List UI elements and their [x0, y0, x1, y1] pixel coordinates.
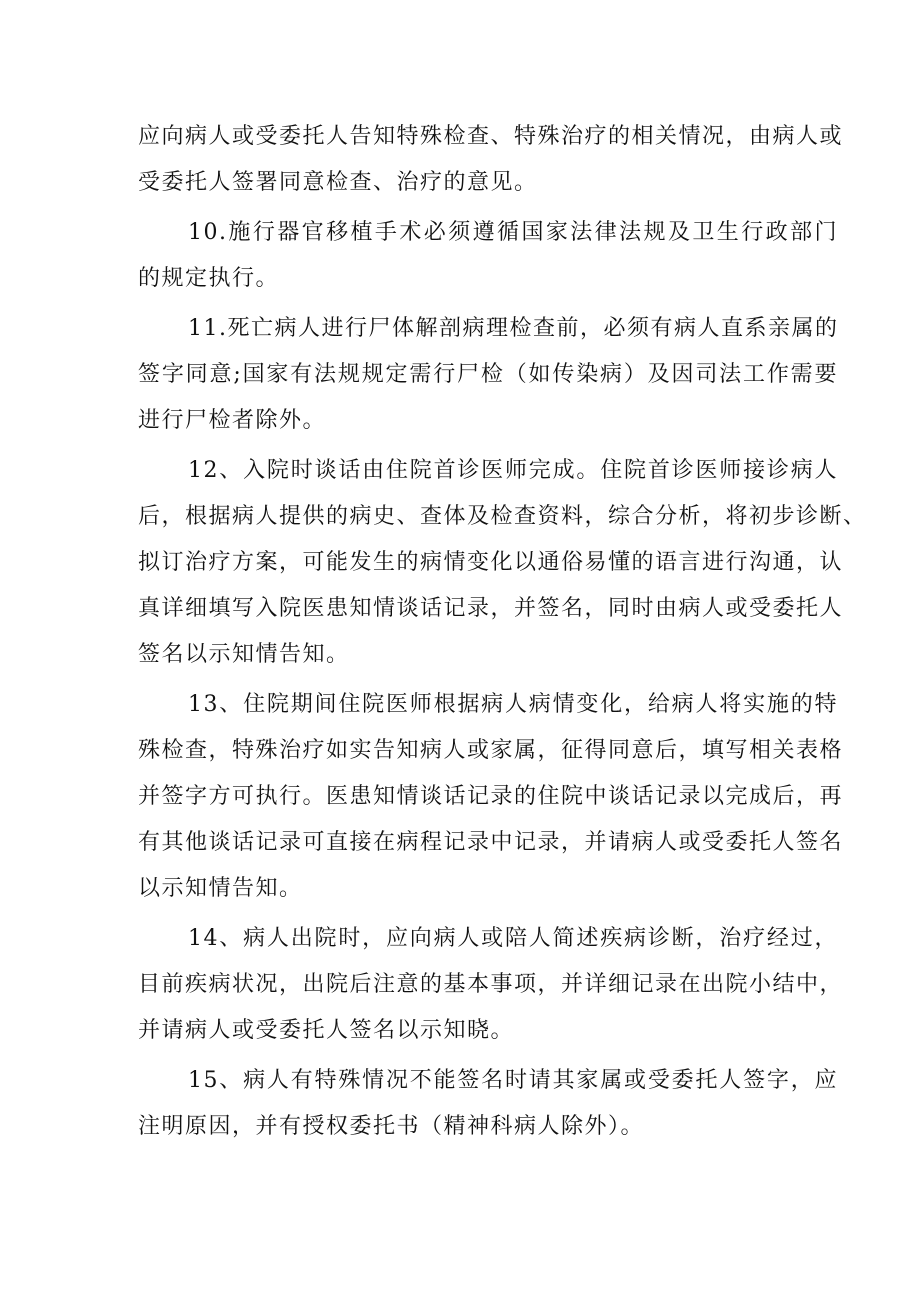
text-line: 签名以示知情告知。: [138, 642, 350, 667]
text-line: 进行尸检者除外。: [138, 408, 327, 433]
paragraph-consent-continuation: [138, 114, 844, 206]
text-line: 12、入院时谈话由住院首诊医师完成。住院首诊医师接诊病人: [188, 458, 838, 483]
text-line: 后，根据病人提供的病史、查体及检查资料，综合分析，将初步诊断、: [138, 504, 867, 529]
text-line: 拟订治疗方案，可能发生的病情变化以通俗易懂的语言进行沟通，认: [138, 550, 844, 575]
text-line: 签字同意;国家有法规规定需行尸检（如传染病）及因司法工作需要: [138, 362, 838, 387]
text-line: 14、病人出院时，应向病人或陪人简述疾病诊断，治疗经过，: [188, 926, 838, 951]
paragraph-item-13: [138, 682, 844, 912]
document-body: [138, 114, 867, 1150]
paragraph-item-10: [138, 210, 838, 302]
text-line: 并请病人或受委托人签名以示知晓。: [138, 1018, 515, 1043]
text-line: 的规定执行。: [138, 266, 280, 291]
paragraph-item-11: [138, 306, 838, 444]
text-line: 殊检查，特殊治疗如实告知病人或家属，征得同意后，填写相关表格: [138, 738, 844, 763]
paragraph-item-12: [138, 448, 867, 678]
text-line: 受委托人签署同意检查、治疗的意见。: [138, 170, 538, 195]
text-line: 目前疾病状况，出院后注意的基本事项，并详细记录在出院小结中，: [138, 972, 844, 997]
text-line: 10.施行器官移植手术必须遵循国家法律法规及卫生行政部门: [188, 220, 838, 245]
text-line: 注明原因，并有授权委托书（精神科病人除外）。: [138, 1114, 645, 1139]
text-line: 以示知情告知。: [138, 876, 303, 901]
text-line: 有其他谈话记录可直接在病程记录中记录，并请病人或受委托人签名: [138, 830, 844, 855]
paragraph-item-14: [138, 916, 844, 1054]
text-line: 应向病人或受委托人告知特殊检查、特殊治疗的相关情况，由病人或: [138, 124, 844, 149]
text-line: 15、病人有特殊情况不能签名时请其家属或受委托人签字，应: [188, 1068, 838, 1093]
text-line: 真详细填写入院医患知情谈话记录，并签名，同时由病人或受委托人: [138, 596, 844, 621]
text-line: 13、住院期间住院医师根据病人病情变化，给病人将实施的特: [188, 692, 838, 717]
paragraph-item-15: [138, 1058, 838, 1150]
text-line: 11.死亡病人进行尸体解剖病理检查前，必须有病人直系亲属的: [188, 316, 839, 341]
text-line: 并签字方可执行。医患知情谈话记录的住院中谈话记录以完成后，再: [138, 784, 844, 809]
